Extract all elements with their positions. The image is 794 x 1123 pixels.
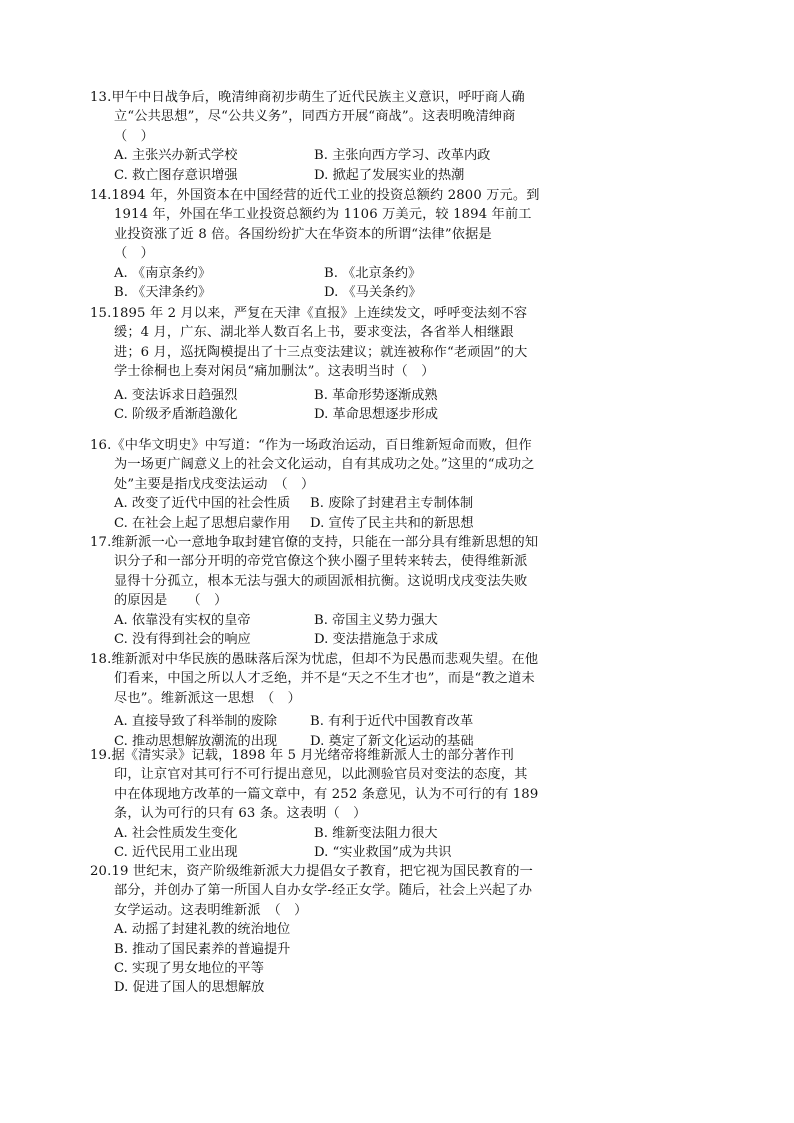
option-b[interactable]: B. 有利于近代中国教育改革: [310, 714, 474, 730]
question-13: [90, 88, 569, 185]
option-d[interactable]: D. 《马关条约》: [324, 285, 422, 301]
option-a[interactable]: A. 变法诉求日趋强烈: [114, 387, 238, 403]
question-stem: 19.据《清实录》记载，1898 年 5 月光绪帝将维新派人士的部分著作刊印，让京官对其可行不可行提出意见，以此测验官员对变法的态度，其中在体现地方改革的一篇文章中，有 252 条意见，认为不可行的有 189 条，认为可行的只有 63 条。这表明（ ）: [90, 748, 539, 822]
option-a[interactable]: A. 《南京条约》: [114, 265, 212, 281]
option-c[interactable]: C. 推动思想解放潮流的出现: [114, 733, 278, 749]
option-a[interactable]: A. 依靠没有实权的皇帝: [114, 612, 251, 628]
option-c[interactable]: B. 《天津条约》: [114, 285, 212, 301]
question-19: [90, 746, 540, 862]
question-15: [90, 304, 540, 424]
options: [90, 264, 540, 303]
option-b[interactable]: B. 帝国主义势力强大: [314, 612, 438, 628]
question-18: [90, 650, 540, 751]
option-b[interactable]: B. 推动了国民素养的普遍提升: [114, 941, 291, 957]
option-c[interactable]: C. 近代民用工业出现: [114, 845, 238, 861]
option-a[interactable]: A. 动摇了封建礼教的统治地位: [114, 922, 291, 938]
option-d[interactable]: D. 奠定了新文化运动的基础: [310, 733, 474, 749]
options: [90, 386, 540, 425]
question-16: [90, 436, 540, 533]
question-17: [90, 533, 540, 649]
option-d[interactable]: D. 革命思想逐步形成: [314, 407, 438, 423]
option-b[interactable]: B. 废除了封建君主专制体制: [310, 496, 474, 512]
option-a[interactable]: A. 改变了近代中国的社会性质: [114, 496, 291, 512]
question-stem: 13.甲午中日战争后，晚清绅商初步萌生了近代民族主义意识，呼吁商人确立“公共思想”，尽“公共义务”，同西方开展“商战”。这表明晚清绅商 （ ）: [90, 90, 569, 144]
option-c[interactable]: C. 在社会上起了思想启蒙作用: [114, 515, 291, 531]
option-d[interactable]: D. 变法措施急于求成: [314, 632, 438, 648]
options: [90, 611, 540, 650]
option-c[interactable]: C. 实现了男女地位的平等: [114, 961, 264, 977]
option-d[interactable]: D. 掀起了发展实业的热潮: [314, 167, 465, 183]
question-14: [90, 186, 546, 302]
options: [90, 146, 540, 185]
option-b[interactable]: B. 主张向西方学习、改革内政: [314, 148, 491, 164]
option-a[interactable]: A. 主张兴办新式学校: [114, 148, 238, 164]
option-d[interactable]: D. 宣传了民主共和的新思想: [310, 515, 474, 531]
option-d[interactable]: D. “实业救国”成为共识: [314, 845, 452, 861]
question-stem: 14.1894 年，外国资本在中国经营的近代工业的投资总额约 2800 万元。到 1914 年，外国在华工业投资总额约为 1106 万美元，较 1894 年前工业投资涨了近 8 倍。各国纷纷扩大在华资本的所谓“法律”依据是 （ ）: [90, 188, 546, 262]
option-c[interactable]: C. 阶级矛盾渐趋激化: [114, 407, 238, 423]
option-b[interactable]: B. 维新变法阻力很大: [314, 825, 438, 841]
options: [90, 920, 540, 998]
options: [90, 824, 540, 863]
option-b[interactable]: B. 《北京条约》: [324, 265, 422, 281]
option-d[interactable]: D. 促进了国人的思想解放: [114, 980, 265, 996]
option-c[interactable]: C. 救亡图存意识增强: [114, 167, 238, 183]
option-c[interactable]: C. 没有得到社会的响应: [114, 632, 251, 648]
options: [90, 494, 540, 533]
question-stem: 16.《中华文明史》中写道：“作为一场政治运动，百日维新短命而败，但作为一场更广阔意义上的社会文化运动，自有其成功之处。”这里的“成功之处”主要是指戊戌变法运动 （ ）: [90, 438, 535, 492]
option-a[interactable]: A. 社会性质发生变化: [114, 825, 238, 841]
option-b[interactable]: B. 革命形势逐渐成熟: [314, 387, 438, 403]
question-20: [90, 862, 540, 998]
option-a[interactable]: A. 直接导致了科举制的废除: [114, 714, 277, 730]
question-stem: 15.1895 年 2 月以来，严复在天津《直报》上连续发文，呼呼变法刻不容缓；4 月，广东、湖北举人数百名上书，要求变法，各省举人相继跟进；6 月，巡抚陶模提出了十三点变法建议；就连被称作“老顽固”的大学士徐桐也上奏对闲员“痛加删汰”。这表明当时（ ）: [90, 306, 528, 380]
question-stem: 17.维新派一心一意地争取封建官僚的支持，只能在一部分具有维新思想的知识分子和一部分开明的帝党官僚这个狭小圈子里转来转去，使得维新派显得十分孤立，根本无法与强大的顽固派相抗衡。这说明戊戌变法失败的原因是 （ ）: [90, 535, 539, 609]
question-stem: 18.维新派对中华民族的愚昧落后深为忧虑，但却不为民愚而悲观失望。在他们看来，中国之所以人才乏绝，并不是“天之不生才也”，而是“教之道未尽也”。维新派这一思想 （ ）: [90, 652, 539, 706]
question-stem: 20.19 世纪末，资产阶级维新派大力提倡女子教育，把它视为国民教育的一部分，并创办了第一所国人自办女学-经正女学。随后，社会上兴起了办女学运动。这表明维新派 （ ）: [90, 864, 533, 918]
